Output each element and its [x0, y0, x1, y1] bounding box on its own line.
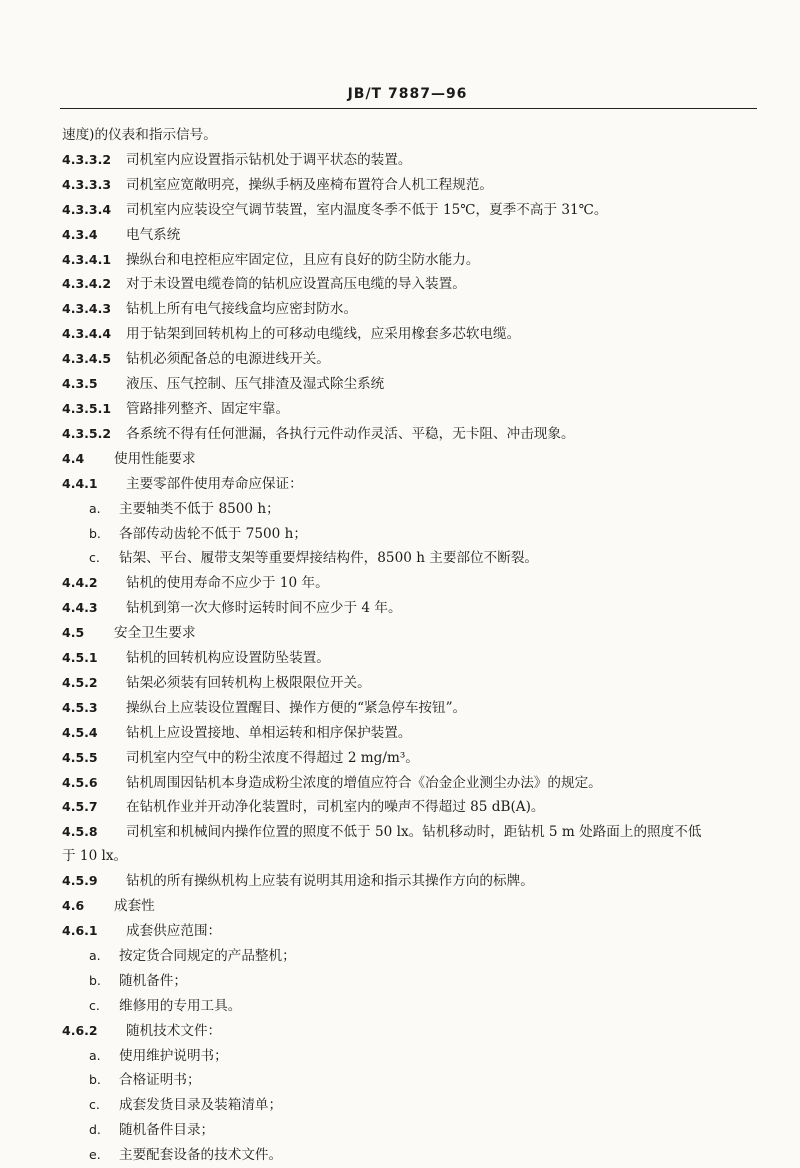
clause-text: 钻机上应设置接地、单相运转和相序保护装置。	[126, 724, 412, 741]
list-marker: e.	[89, 1147, 101, 1163]
clause-number: 4.5.8	[62, 824, 98, 840]
clause-line	[62, 297, 762, 322]
clause-line	[62, 621, 762, 646]
clause-text: 电气系统	[126, 226, 181, 243]
clause-line	[62, 198, 762, 223]
clause-line	[62, 696, 762, 721]
clause-line	[62, 173, 762, 198]
list-marker: c.	[89, 550, 100, 566]
clause-text: 各部传动齿轮不低于 7500 h；	[119, 525, 307, 542]
clause-line	[62, 646, 762, 671]
clause-line	[62, 347, 762, 372]
clause-line	[62, 845, 762, 869]
list-marker: c.	[89, 997, 100, 1013]
clause-number: 4.5.1	[62, 650, 98, 666]
list-marker: a.	[89, 1047, 101, 1063]
clause-text: 主要配套设备的技术文件。	[119, 1147, 283, 1164]
clause-text: 用于钻架到回转机构上的可移动电缆线，应采用橡套多芯软电缆。	[126, 326, 521, 343]
clause-text: 成套供应范围：	[126, 923, 222, 939]
list-marker: a.	[89, 947, 101, 963]
clause-text: 钻机必须配备总的电源进线开关。	[126, 351, 330, 368]
clause-text: 司机室应宽敞明亮，操纵手柄及座椅布置符合人机工程规范。	[126, 176, 494, 193]
clause-text: 钻机上所有电气接线盒均应密封防水。	[126, 301, 358, 318]
clause-text: 随机备件目录；	[119, 1122, 215, 1139]
list-item	[62, 1068, 762, 1093]
clause-number: 4.5.6	[62, 774, 98, 790]
clause-line	[62, 820, 762, 845]
clause-text: 司机室内应装设空气调节装置，室内温度冬季不低于 15℃，夏季不高于 31℃。	[126, 201, 608, 218]
clause-number: 4.4.3	[62, 600, 98, 616]
clause-line	[62, 422, 762, 447]
list-item	[62, 969, 762, 994]
clause-number: 4.3.5.1	[62, 400, 112, 416]
clause-number: 4.3.4.3	[62, 301, 112, 317]
clause-text: 于 10 lx。	[62, 848, 128, 865]
clause-line	[62, 447, 762, 472]
clause-number: 4.3.5.2	[62, 425, 112, 441]
list-item	[62, 994, 762, 1019]
clause-line	[62, 795, 762, 820]
clause-text: 成套发货目录及装箱清单；	[119, 1097, 283, 1114]
clause-line	[62, 746, 762, 771]
clause-text: 钻机的所有操纵机构上应装有说明其用途和指示其操作方向的标牌。	[126, 873, 534, 890]
list-item	[62, 497, 762, 522]
document-body	[62, 124, 762, 1168]
clause-number: 4.4	[62, 450, 85, 466]
clause-text: 随机技术文件：	[126, 1022, 222, 1039]
clause-number: 4.6.2	[62, 1022, 98, 1038]
header-rule	[60, 108, 757, 109]
clause-number: 4.3.3.3	[62, 176, 112, 192]
clause-number: 4.3.4	[62, 226, 98, 242]
list-item	[62, 1093, 762, 1118]
clause-text: 操纵台和电控柜应牢固定位，且应有良好的防尘防水能力。	[126, 251, 480, 268]
document-header: JB/T 7887—96	[347, 86, 468, 102]
clause-number: 4.5.4	[62, 724, 98, 740]
list-item	[62, 522, 762, 547]
clause-text: 合格证明书；	[119, 1072, 201, 1089]
list-marker: c.	[89, 1097, 100, 1113]
clause-line	[62, 721, 762, 746]
clause-line	[62, 869, 762, 894]
clause-number: 4.3.4.1	[62, 251, 112, 267]
list-marker: b.	[89, 972, 101, 988]
clause-text: 使用性能要求	[114, 450, 196, 467]
clause-line	[62, 124, 762, 148]
clause-text: 成套性	[114, 898, 155, 915]
clause-number: 4.3.4.4	[62, 326, 112, 342]
clause-text: 安全卫生要求	[114, 625, 196, 642]
clause-text: 维修用的专用工具。	[119, 997, 242, 1014]
clause-line	[62, 223, 762, 248]
clause-number: 4.3.5	[62, 376, 98, 392]
clause-number: 4.6	[62, 898, 85, 914]
clause-text: 液压、压气控制、压气排渣及湿式除尘系统	[126, 376, 385, 393]
clause-line	[62, 322, 762, 347]
clause-text: 速度)的仪表和指示信号。	[62, 127, 217, 143]
clause-line	[62, 596, 762, 621]
clause-number: 4.5	[62, 625, 85, 641]
clause-number: 4.6.1	[62, 923, 98, 938]
clause-line	[62, 671, 762, 696]
list-marker: a.	[89, 500, 101, 516]
clause-number: 4.5.7	[62, 799, 98, 815]
clause-text: 司机室和机械间内操作位置的照度不低于 50 lx。钻机移动时，距钻机 5 m 处路面上的照度不低	[126, 824, 702, 841]
clause-number: 4.3.3.4	[62, 201, 112, 217]
clause-line	[62, 472, 762, 497]
clause-line	[62, 571, 762, 596]
clause-text: 按定货合同规定的产品整机；	[119, 947, 296, 964]
clause-text: 操纵台上应装设位置醒目、操作方便的“紧急停车按钮”。	[126, 699, 467, 716]
clause-line	[62, 272, 762, 297]
clause-number: 4.5.9	[62, 873, 98, 889]
clause-line	[62, 148, 762, 173]
clause-number: 4.4.2	[62, 575, 98, 591]
clause-number: 4.4.1	[62, 475, 98, 491]
clause-text: 在钻机作业并开动净化装置时，司机室内的噪声不得超过 85 dB(A)。	[126, 799, 545, 816]
list-marker: b.	[89, 525, 101, 541]
list-marker: d.	[89, 1122, 101, 1138]
clause-line	[62, 1019, 762, 1044]
list-item	[62, 944, 762, 969]
clause-line	[62, 771, 762, 796]
list-item	[62, 1044, 762, 1069]
clause-line	[62, 894, 762, 919]
clause-text: 钻机周围因钻机本身造成粉尘浓度的增值应符合《冶金企业测尘办法》的规定。	[126, 774, 602, 791]
list-item	[62, 1118, 762, 1143]
clause-line	[62, 397, 762, 422]
clause-number: 4.5.3	[62, 699, 98, 715]
clause-text: 使用维护说明书；	[119, 1047, 228, 1064]
clause-number: 4.5.5	[62, 749, 98, 765]
clause-text: 主要轴类不低于 8500 h；	[119, 500, 280, 517]
clause-text: 司机室内应设置指示钻机处于调平状态的装置。	[126, 151, 412, 168]
clause-number: 4.3.4.2	[62, 276, 112, 292]
list-item	[62, 1143, 762, 1168]
clause-line	[62, 919, 762, 944]
list-item	[62, 546, 762, 571]
clause-text: 各系统不得有任何泄漏，各执行元件动作灵活、平稳，无卡阻、冲击现象。	[126, 425, 575, 442]
clause-text: 司机室内空气中的粉尘浓度不得超过 2 mg/m³。	[126, 749, 419, 766]
clause-text: 钻架必须装有回转机构上极限限位开关。	[126, 674, 371, 691]
clause-text: 钻架、平台、履带支架等重要焊接结构件，8500 h 主要部位不断裂。	[119, 550, 539, 567]
clause-line	[62, 372, 762, 397]
clause-text: 主要零部件使用寿命应保证：	[126, 475, 303, 492]
clause-text: 钻机的回转机构应设置防坠装置。	[126, 650, 330, 667]
list-marker: b.	[89, 1072, 101, 1088]
clause-text: 钻机的使用寿命不应少于 10 年。	[126, 575, 329, 592]
clause-text: 对于未设置电缆卷筒的钻机应设置高压电缆的导入装置。	[126, 276, 466, 293]
clause-text: 钻机到第一次大修时运转时间不应少于 4 年。	[126, 600, 402, 617]
clause-line	[62, 248, 762, 273]
clause-text: 管路排列整齐、固定牢靠。	[126, 400, 290, 417]
clause-number: 4.5.2	[62, 674, 98, 690]
clause-number: 4.3.3.2	[62, 151, 112, 167]
clause-number: 4.3.4.5	[62, 351, 112, 367]
clause-text: 随机备件；	[119, 972, 187, 989]
